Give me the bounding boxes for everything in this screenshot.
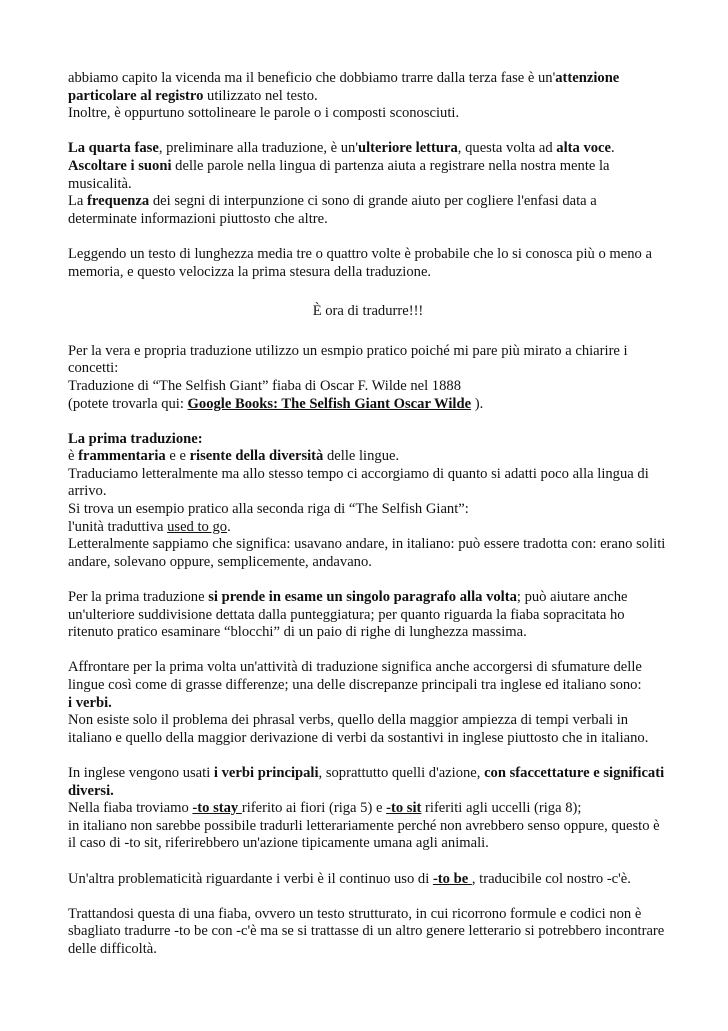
underlined-bold-text: -to be [432, 870, 472, 887]
paragraph-fairy-tale: Trattandosi questa di una fiaba, ovvero un testo strutturato, in cui ricorrono formule e codici non è sbagliato tradurre -to be con -c'è ma se si trattasse di un altro genere letterario si potrebbero incontrare delle difficoltà. [68, 905, 665, 957]
bold-text: con sfaccettature e significati diversi. [68, 764, 665, 799]
text: in italiano non sarebbe possibile tradurli letterariamente perché non avrebbero senso oppure, questo è il caso di -to sit, riferirebbero un'azione tipicamente umana agli animali. [68, 817, 660, 852]
bold-text: i verbi principali [213, 764, 319, 781]
text: ). [471, 395, 484, 412]
text: . [227, 518, 231, 535]
text: , traducibile col nostro -c'è. [471, 870, 631, 887]
underlined-text: used to go [167, 518, 228, 535]
text: delle parole nella lingua di partenza aiuta a registrare nella nostra mente la musicalità. [68, 157, 610, 192]
text: . [611, 140, 615, 157]
text: Letteralmente sappiamo che significa: usavano andare, in italiano: può essere tradotta con: erano soliti andare, solevano oppure, semplicemente, andavano. [68, 536, 666, 570]
text: Per la vera e propria traduzione utilizzo un esmpio pratico poiché mi pare più mirato a chiarire i concetti: [68, 342, 628, 377]
section-heading: È ora di tradurre!!! [312, 303, 424, 320]
text: , questa volta ad [457, 140, 557, 157]
bold-text: attenzione particolare al registro [68, 70, 620, 104]
text: In inglese vengono usati [68, 764, 214, 781]
text: è [68, 448, 79, 465]
text: e e [165, 448, 190, 465]
text: , soprattutto quelli d'azione, [318, 764, 485, 781]
bold-text: La quarta fase [68, 140, 159, 157]
text: riferito ai fiori (riga 5) e [241, 800, 387, 817]
text: l'unità traduttiva [68, 518, 168, 535]
bold-text: si prende in esame un singolo paragrafo alla volta [208, 589, 517, 606]
underlined-bold-text: -to sit [386, 800, 422, 817]
text: abbiamo capito la vicenda ma il beneficio che dobbiamo trarre dalla terza fase è un' [68, 70, 556, 86]
bold-text: frammentaria [78, 448, 166, 465]
subheading: La prima traduzione: [68, 430, 203, 447]
text: Affrontare per la prima volta un'attività di traduzione significa anche accorgersi di sfumature delle lingue così come di grasse differenze; una delle discrepanze principali tra inglese ed italiano sono: [68, 659, 642, 693]
paragraph-reading: Leggendo un testo di lunghezza media tre o quattro volte è probabile che lo si conosca più o meno a memoria, e questo velocizza la prima stesura della traduzione. [68, 245, 652, 280]
text: Inoltre, è oppurtuno sottolineare le parole o i composti sconosciuti. [68, 105, 460, 122]
text: , preliminare alla traduzione, è un' [158, 140, 358, 157]
paragraph-to-be [68, 871, 668, 889]
text: Traduzione di “The Selfish Giant” fiaba di Oscar F. Wilde nel 1888 [68, 377, 461, 394]
paragraph-fourth-phase [68, 140, 668, 228]
text: Per la prima traduzione [68, 589, 209, 606]
bold-text: frequenza [87, 193, 150, 210]
text: Nella fiaba troviamo [68, 800, 193, 817]
paragraph-register [68, 70, 668, 123]
paragraph-paragraph-approach [68, 589, 668, 642]
text: delle lingue. [323, 448, 400, 465]
bold-text: Ascoltare i suoni [68, 157, 172, 174]
underlined-bold-text: -to stay [192, 800, 242, 817]
document-page [68, 70, 668, 959]
text: riferiti agli uccelli (riga 8); [421, 800, 582, 817]
text: Si trova un esempio pratico alla seconda riga di “The Selfish Giant”: [68, 501, 469, 518]
bold-text: ulteriore lettura [357, 140, 458, 157]
bold-text: alta voce [556, 140, 611, 157]
text: Un'altra problematicità riguardante i verbi è il continuo uso di [68, 870, 433, 887]
text: (potete trovarla qui: [68, 395, 188, 412]
bold-text: i verbi. [68, 694, 112, 711]
text: Non esiste solo il problema dei phrasal verbs, quello della maggior ampiezza di tempi verbali in italiano e quello della maggior derivazione di verbi da sostantivi in inglese piuttosto che in italiano. [68, 712, 649, 746]
paragraph-main-verbs [68, 765, 668, 853]
paragraph-verbs [68, 659, 668, 747]
text: utilizzato nel testo. [203, 87, 318, 104]
bold-text: risente della diversità [189, 448, 324, 465]
paragraph-example [68, 343, 668, 413]
text: ; può aiutare anche un'ulteriore suddivisione dettata dalla punteggiatura; per quanto riguarda la fiaba sopracitata ho ritenuto pratico esaminare “blocchi” di un paio di righe di lunghezza massima. [68, 589, 628, 641]
text: La [68, 193, 88, 210]
text: dei segni di interpunzione ci sono di grande aiuto per cogliere l'enfasi data a determinate informazioni piuttosto che altre. [68, 193, 597, 227]
google-books-link[interactable]: Google Books: The Selfish Giant Oscar Wilde [187, 395, 472, 412]
text: Traduciamo letteralmente ma allo stesso tempo ci accorgiamo di quanto si adatti poco alla lingua di arrivo. [68, 465, 649, 500]
paragraph-first-translation [68, 431, 668, 572]
